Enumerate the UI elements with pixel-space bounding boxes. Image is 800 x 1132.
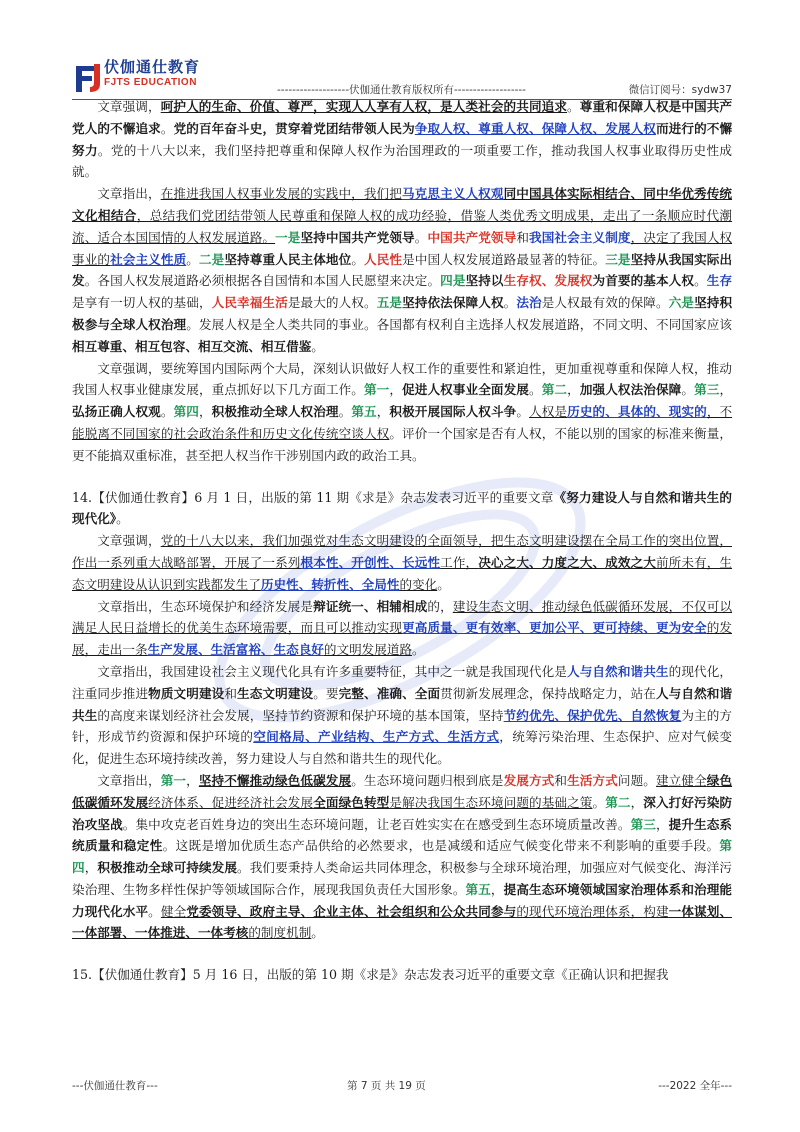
logo-mark-icon xyxy=(72,60,102,94)
logo-text-cn: 伏伽通仕教育 xyxy=(104,58,201,76)
document-body xyxy=(72,96,732,986)
logo xyxy=(72,56,272,96)
footer-right: ---2022 全年--- xyxy=(658,1080,732,1092)
paragraph: 文章强调，要统筹国内国际两个大局，深刻认识做好人权工作的重要性和紧迫性，更加重视尊重和保障人权，推动我国人权事业健康发展，重点抓好以下几方面工作。第一，促进人权事业全面发展。第二，加强人权法治保障。第三，弘扬正确人权观。第四，积极推动全球人权治理。第五，积极开展国际人权斗争。人权是历史的、具体的、现实的，不能脱离不同国家的社会政治条件和历史文化传统空谈人权。评价一个国家是否有人权，不能以别的国家的标准来衡量，更不能搞双重标准，甚至把人权当作干涉别国内政的政治工具。 xyxy=(72,360,733,463)
logo-text-en: FJTS EDUCATION xyxy=(104,77,197,88)
paragraph: 文章强调，党的十八大以来，我们加强党对生态文明建设的全面领导，把生态文明建设摆在全局工作的突出位置，作出一系列重大战略部署，开展了一系列根本性、开创性、长远性工作，决心之大、力度之大、成效之大前所未有，生态文明建设从认识到实践都发生了历史性、转折性、全局性的变化。 xyxy=(72,533,733,592)
wechat-id: 微信订阅号：sydw37 xyxy=(628,84,732,96)
page-number: 第 7 页 共 19 页 xyxy=(347,1080,426,1092)
paragraph: 文章指出，我国建设社会主义现代化具有许多重要特征，其中之一就是我国现代化是人与自然和谐共生的现代化，注重同步推进物质文明建设和生态文明建设。要完整、准确、全面贯彻新发展理念，保持战略定力，站在人与自然和谐共生的高度来谋划经济社会发展，坚持节约资源和保护环境的基本国策，坚持节约优先、保护优先、自然恢复为主的方针，形成节约资源和保护环境的空间格局、产业结构、生产方式、生活方式，统筹污染治理、生态保护、应对气候变化，促进生态环境持续改善，努力建设人与自然和谐共生的现代化。 xyxy=(72,663,733,767)
article-heading: 15.【伏伽通仕教育】5 月 16 日，出版的第 10 期《求是》杂志发表习近平的重要文章《正确认识和把握我 xyxy=(72,967,669,983)
paragraph: 文章强调，呵护人的生命、价值、尊严，实现人人享有人权，是人类社会的共同追求。尊重和保障人权是中国共产党人的不懈追求。党的百年奋斗史，贯穿着党团结带领人民为争取人权、尊重人权、保障人权、发展人权而进行的不懈努力。党的十八大以来，我们坚持把尊重和保障人权作为治国理政的一项重要工作，推动我国人权事业取得历史性成就。 xyxy=(72,99,733,180)
paragraph: 文章指出，第一，坚持不懈推动绿色低碳发展。生态环境问题归根到底是发展方式和生活方式问题。建立健全绿色低碳循环发展经济体系、促进经济社会发展全面绿色转型是解决我国生态环境问题的基础之策。第二，深入打好污染防治攻坚战。集中攻克老百姓身边的突出生态环境问题，让老百姓实实在在感受到生态环境质量改善。第三，提升生态系统质量和稳定性。这既是增加优质生态产品供给的必然要求，也是减缓和适应气候变化带来不利影响的重要手段。第四，积极推动全球可持续发展。我们要秉持人类命运共同体理念，积极参与全球环境治理，加强应对气候变化、海洋污染治理、生物多样性保护等领域国际合作，展现我国负责任大国形象。第五，提高生态环境领域国家治理体系和治理能力现代化水平。健全党委领导、政府主导、企业主体、社会组织和公众共同参与的现代环境治理体系，构建一体谋划、一体部署、一体推进、一体考核的制度机制。 xyxy=(72,772,733,941)
copyright-line: -------------------伏伽通仕教育版权所有------------------- xyxy=(277,84,526,96)
footer-left: ---伏伽通仕教育--- xyxy=(72,1080,158,1092)
paragraph: 文章指出，生态环境保护和经济发展是辩证统一、相辅相成的，建设生态文明、推动绿色低碳循环发展，不仅可以满足人民日益增长的优美生态环境需要，而且可以推动实现更高质量、更有效率、更加公平、更可持续、更为安全的发展，走出一条生产发展、生活富裕、生态良好的文明发展道路。 xyxy=(72,598,733,658)
article-heading: 14.【伏伽通仕教育】6 月 1 日，出版的第 11 期《求是》杂志发表习近平的重要文章《努力建设人与自然和谐共生的现代化》。 xyxy=(72,489,732,527)
page-header xyxy=(72,56,732,100)
paragraph: 文章指出，在推进我国人权事业发展的实践中，我们把马克思主义人权观同中国具体实际相结合、同中华优秀传统文化相结合，总结我们党团结带领人民尊重和保障人权的成功经验，借鉴人类优秀文明成果，走出了一条顺应时代潮流、适合本国国情的人权发展道路。一是坚持中国共产党领导。中国共产党领导和我国社会主义制度，决定了我国人权事业的社会主义性质。二是坚持尊重人民主体地位。人民性是中国人权发展道路最显著的特征。三是坚持从我国实际出发。各国人权发展道路必须根据各自国情和本国人民愿望来决定。四是坚持以生存权、发展权为首要的基本人权。生存是享有一切人权的基础，人民幸福生活是最大的人权。五是坚持依法保障人权。法治是人权最有效的保障。六是坚持积极参与全球人权治理。发展人权是全人类共同的事业。各国都有权利自主选择人权发展道路，不同文明、不同国家应该相互尊重、相互包容、相互交流、相互借鉴。 xyxy=(72,186,733,354)
